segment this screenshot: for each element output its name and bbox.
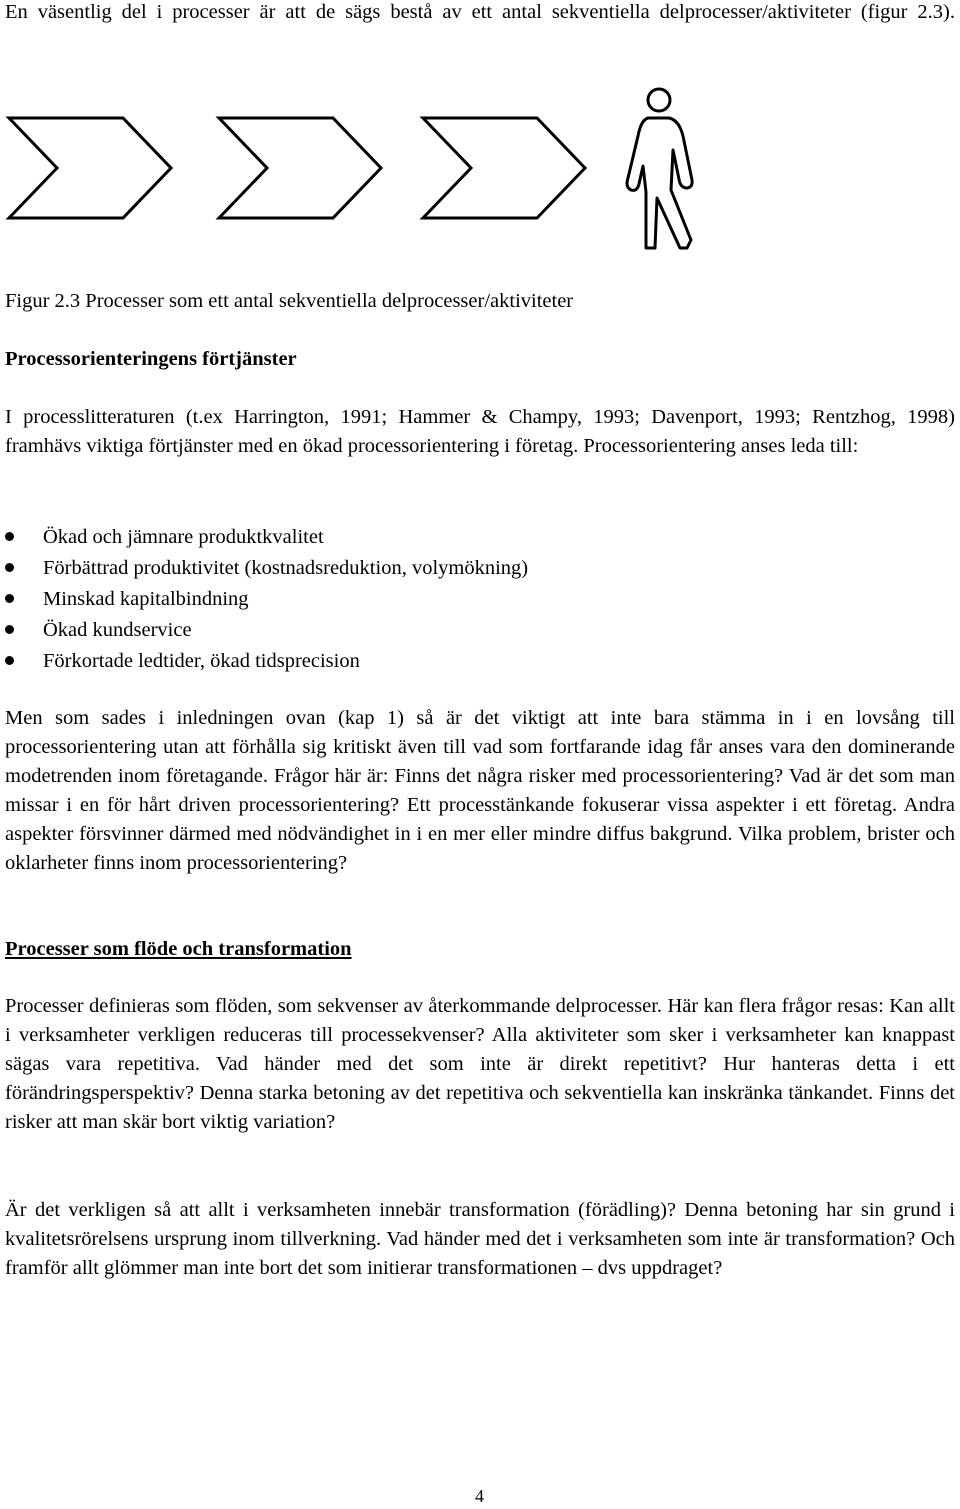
- list-item: Förbättrad produktivitet (kostnadsreduktion, volymökning): [5, 554, 528, 585]
- list-item: Minskad kapitalbindning: [5, 585, 528, 616]
- list-item: Ökad kundservice: [5, 616, 528, 647]
- bullet-icon: [5, 656, 14, 665]
- walking-person-icon: [627, 89, 692, 248]
- section-paragraph: Men som sades i inledningen ovan (kap 1) så är det viktigt att inte bara stämma in i en lovsång till processorientering utan att förhålla sig kritiskt även till vad som fortfarande idag får anses vara den dominerande modetrenden inom företagande. Frågor här är: Finns det några risker med processorientering? Vad är det som man missar i en för hårt driven processorientering? Ett processtänkande fokuserar vissa aspekter i ett företag. Andra aspekter försvinner därmed med nödvändighet in i en mer eller mindre diffus bakgrund. Vilka problem, brister och oklarheter finns inom processorientering?: [5, 707, 955, 874]
- intro-paragraph: En väsentlig del i processer är att de sägs bestå av ett antal sekventiella delprocesser/aktiviteter (figur 2.3).: [5, 1, 955, 23]
- bullet-icon: [5, 594, 14, 603]
- benefits-list: [5, 523, 528, 678]
- list-item: Förkortade ledtider, ökad tidsprecision: [5, 647, 528, 678]
- bullet-icon: [5, 563, 14, 572]
- page-number: 4: [475, 1486, 484, 1506]
- list-item: Ökad och jämnare produktkvalitet: [5, 523, 528, 554]
- chevron-arrow-2: [219, 118, 381, 218]
- section-paragraph: Processer definieras som flöden, som sekvenser av återkommande delprocesser. Här kan flera frågor resas: Kan allt i verksamheter verkligen reduceras till processekvenser? Alla aktiviteter som sker i verksamheter kan knappast sägas vara repetitiva. Vad händer med det som inte är direkt repetitivt? Hur hanteras detta i ett förändringsperspektiv? Denna starka betoning av det repetitiva och sekventiella kan inskränka tänkandet. Finns det risker att man skär bort viktig variation?: [5, 995, 955, 1133]
- figure-caption: Figur 2.3 Processer som ett antal sekventiella delprocesser/aktiviteter: [5, 290, 574, 312]
- process-figure: [5, 80, 955, 255]
- process-figure-drawing: [5, 80, 955, 255]
- bullet-icon: [5, 625, 14, 634]
- bullet-icon: [5, 532, 14, 541]
- section-paragraph: Är det verkligen så att allt i verksamheten innebär transformation (förädling)? Denna betoning har sin grund i kvalitetsrörelsens ursprung inom tillverkning. Vad händer med det i verksamheten som inte är transformation? Och framför allt glömmer man inte bort det som initierar transformationen – dvs uppdraget?: [5, 1199, 955, 1279]
- section-heading: Processorienteringens förtjänster: [5, 348, 297, 370]
- chevron-arrow-1: [9, 118, 171, 218]
- chevron-arrow-3: [423, 118, 585, 218]
- section-paragraph: I processlitteraturen (t.ex Harrington, 1991; Hammer & Champy, 1993; Davenport, 1993; Rentzhog, 1998) framhävs viktiga förtjänster med en ökad processorientering i företag. Processorientering anses leda till:: [5, 406, 955, 457]
- section-heading: Processer som flöde och transformation: [5, 938, 352, 960]
